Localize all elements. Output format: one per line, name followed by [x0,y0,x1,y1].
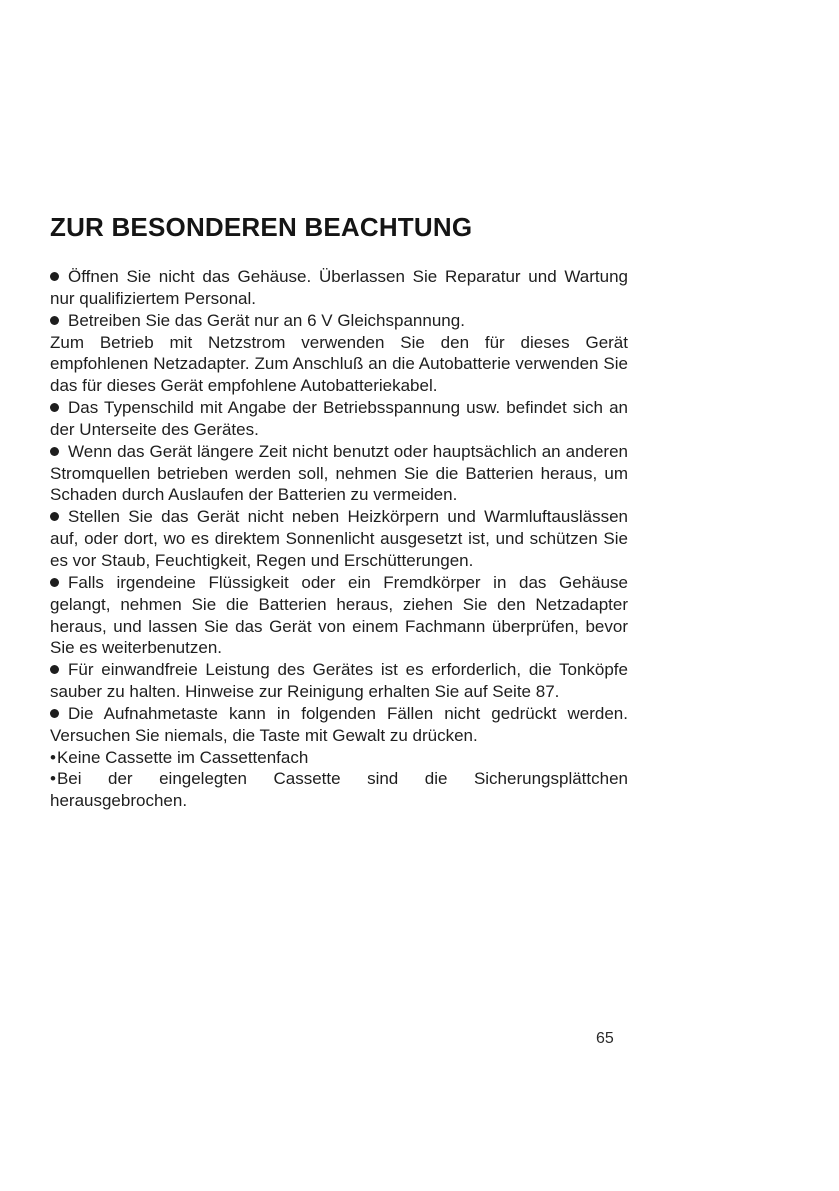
note-text: Für einwandfreie Leistung des Gerätes ist es erforderlich, die Tonköpfe sauber zu halten. Hinweise zur Reinigung erhalten Sie auf Seite 87. [50,660,628,702]
note-paragraph [50,441,628,507]
bullet-icon [50,665,59,674]
note-paragraph [50,397,628,441]
sub-item [50,768,628,812]
note-paragraph [50,572,628,659]
sub-item [50,747,628,769]
note-text: Stellen Sie das Gerät nicht neben Heizkörpern und Warmluftauslässen auf, oder dort, wo es direktem Sonnenlicht ausgesetzt ist, und schützen Sie es vor Staub, Feuchtigkeit, Regen und Erschütterungen. [50,507,628,570]
page-number: 65 [596,1030,614,1047]
bullet-icon [50,512,59,521]
note-text: Falls irgendeine Flüssigkeit oder ein Fremdkörper in das Gehäuse gelangt, nehmen Sie die Batterien heraus, ziehen Sie den Netzadapter heraus, und lassen Sie das Gerät von einem Fachmann überprüfen, bevor Sie es weiterbenutzen. [50,572,628,658]
note-text: Zum Betrieb mit Netzstrom verwenden Sie den für dieses Gerät empfohlenen Netzadapter. Zum Anschluß an die Autobatterie verwenden Sie das für dieses Gerät empfohlene Autobatteriekabel. [50,332,628,396]
note-text: Wenn das Gerät längere Zeit nicht benutzt oder hauptsächlich an anderen Stromquellen betrieben werden soll, nehmen Sie die Batterien heraus, um Schaden durch Auslaufen der Batterien zu vermeiden. [50,441,628,505]
page-heading: ZUR BESONDEREN BEACHTUNG [50,212,473,242]
note-text: Die Aufnahmetaste kann in folgenden Fällen nicht gedrückt werden. Versuchen Sie niemals, die Taste mit Gewalt zu drücken. [50,703,628,745]
note-paragraph [50,703,628,747]
sub-item-text: Keine Cassette im Cassettenfach [56,747,309,767]
note-paragraph [50,332,628,398]
dot-icon: • [50,747,56,767]
bullet-icon [50,578,59,587]
sub-item-text: Bei der eingelegten Cassette sind die Sicherungsplättchen herausgebrochen. [50,769,628,811]
note-text: Das Typenschild mit Angabe der Betriebsspannung usw. befindet sich an der Unterseite des Gerätes. [50,398,628,439]
note-text: Betreiben Sie das Gerät nur an 6 V Gleichspannung. [68,310,465,330]
bullet-icon [50,447,59,456]
note-text: Öffnen Sie nicht das Gehäuse. Überlassen Sie Reparatur und Wartung nur qualifiziertem Personal. [50,267,628,308]
note-paragraph [50,506,628,572]
bullet-icon [50,709,59,718]
note-paragraph [50,310,628,332]
bullet-icon [50,403,59,412]
bullet-icon [50,316,59,325]
note-paragraph [50,659,628,703]
note-paragraph [50,266,628,310]
safety-notes [50,266,628,812]
bullet-icon [50,272,59,281]
dot-icon: • [50,769,56,789]
